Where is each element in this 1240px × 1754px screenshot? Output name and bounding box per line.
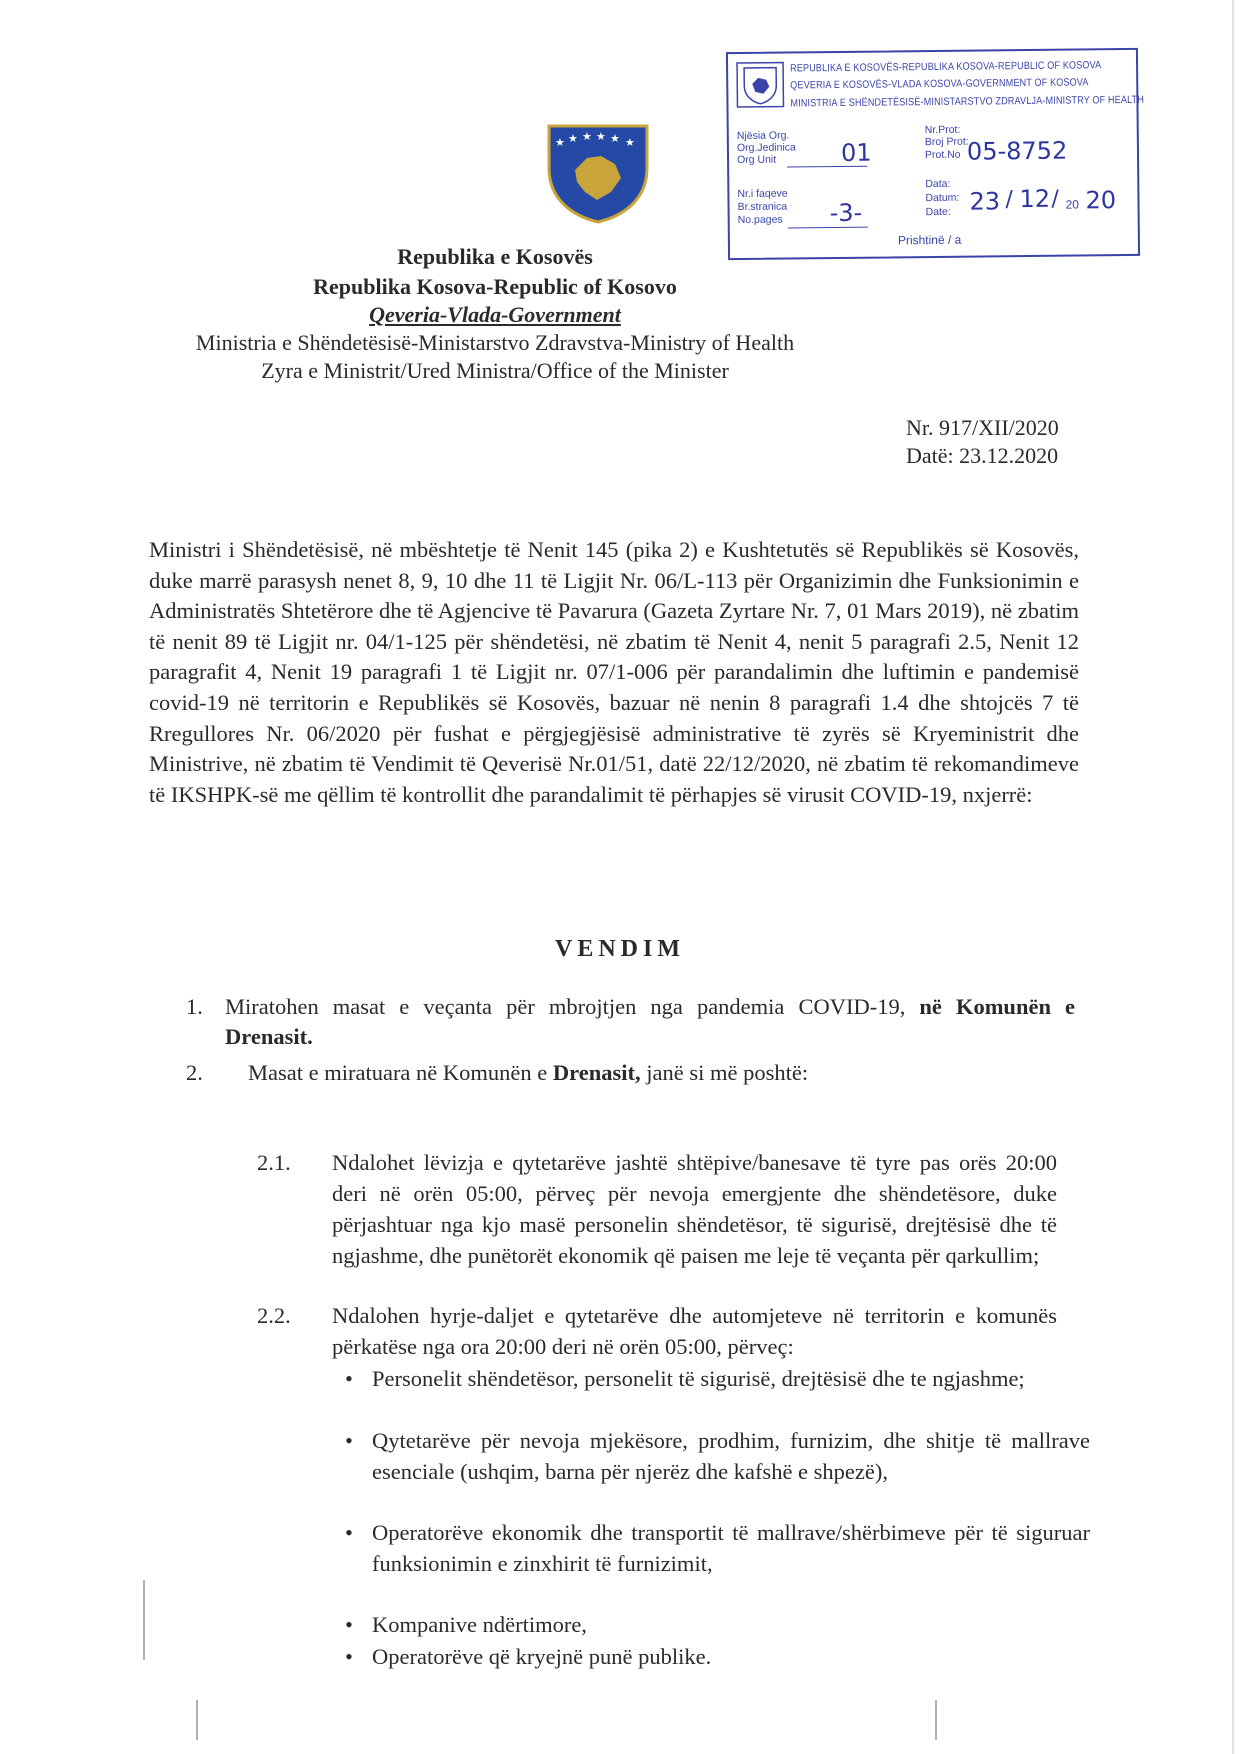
bullet-text: Operatorëve ekonomik dhe transportit të mallrave/shërbimeve për të siguruar funksionimin e zinxhirit të furnizimit, bbox=[372, 1520, 1090, 1576]
stamp-org-label: Njësia Org. bbox=[736, 129, 790, 143]
stamp-date-year-suffix: 20 bbox=[1085, 186, 1117, 215]
svg-text:★: ★ bbox=[582, 130, 592, 143]
stamp-header-line: REPUBLIKA E KOSOVËS-REPUBLIKA KOSOVA-REPUBLIC OF KOSOVA bbox=[790, 59, 1102, 75]
stamp-date-day: 23 bbox=[969, 187, 1001, 216]
exception-bullet bbox=[345, 1364, 1090, 1395]
stamp-pages-label: No.pages bbox=[737, 213, 783, 227]
legal-basis-paragraph: Ministri i Shëndetësisë, në mbështetje të Nenit 145 (pika 2) e Kushtetutës së Republikës së Kosovës, duke marrë parasysh nenet 8, 9, 10 dhe 11 të Ligjit Nr. 06/L-113 për Organizimin dhe Funksionimin e Administratës Shtetërore dhe të Agjencive të Pavarura (Gazeta Zyrtare Nr. 7, 01 Mars 2019), në zbatim të nenit 89 të Ligjit nr. 04/1-125 për shëndetësi, në zbatim të Nenit 4, nenit 5 paragrafi 2.5, Nenit 12 paragrafit 4, Nenit 19 paragrafi 1 të Ligjit nr. 07/1-006 për parandalimin dhe luftimin e pandemisë covid-19 në territorin e Republikës së Kosovës, bazuar në nenin 8 paragrafi 1.4 dhe shtojcës 7 të Rregullores Nr. 06/2020 për fushat e përgjegjësisë administrative të zyrës së Kryeministrit dhe Ministrive, në zbatim të Vendimit të Qeverisë Nr.01/51, datë 22/12/2020, në zbatim të rekomandimeve të IKSHPK-së me qëllim të kontrollit dhe parandalimit të përhapjes së virusit COVID-19, nxjerrë: bbox=[149, 537, 1079, 807]
header-ministry: Ministria e Shëndetësisë-Ministarstvo Zdravstva-Ministry of Health bbox=[195, 330, 795, 355]
stamp-place: Prishtinë / a bbox=[897, 232, 962, 248]
bullet-icon: • bbox=[345, 1366, 353, 1391]
item-text bbox=[248, 1058, 1068, 1088]
stamp-underline bbox=[788, 227, 868, 229]
item-text-bold: në Komunën e Drenasit. bbox=[225, 994, 1076, 1049]
stamp-prot-label: Broj Prot: bbox=[924, 135, 969, 149]
header-office: Zyra e Ministrit/Ured Ministra/Office of the Minister bbox=[261, 358, 729, 383]
stamp-date-month: 12 bbox=[1019, 184, 1051, 214]
decision-title: VENDIM bbox=[555, 936, 685, 962]
stamp-seal-icon bbox=[736, 62, 784, 109]
stamp-date-label: Date: bbox=[925, 205, 951, 219]
bullet-icon: • bbox=[345, 1644, 353, 1669]
stamp-date-label: Data: bbox=[925, 177, 951, 191]
exception-bullet bbox=[345, 1426, 1090, 1487]
header-republic: Republika e Kosovës bbox=[397, 244, 593, 269]
bullet-text: Operatorëve që kryejnë punë publike. bbox=[372, 1644, 712, 1669]
exception-bullet bbox=[345, 1518, 1090, 1579]
stamp-date-label: Datum: bbox=[925, 191, 960, 205]
bullet-icon: • bbox=[345, 1520, 353, 1545]
bullet-text: Personelit shëndetësor, personelit të sigurisë, drejtësisë dhe te ngjashme; bbox=[372, 1366, 1025, 1391]
sub-item-text: Ndalohet lëvizja e qytetarëve jashtë shtëpive/banesave të tyre pas orës 20:00 deri në orën 05:00, përveç për nevoja emergjente dhe shëndetësore, duke përjashtuar nga kjo masë personelin shëndetësor, të sigurisë, drejtësisë dhe të ngjashme, dhe punëtorët ekonomik që paisen me leje të veçanta për qarkullim; bbox=[332, 1150, 1057, 1268]
scan-artifact bbox=[196, 1700, 198, 1740]
header-government: Qeveria-Vlada-Government bbox=[369, 302, 621, 327]
header-republic-multilingual: Republika Kosova-Republic of Kosovo bbox=[313, 274, 677, 299]
item-text-regular: Masat e miratuara në Komunën e bbox=[248, 1060, 548, 1085]
stamp-pages-label: Nr.i faqeve bbox=[737, 187, 788, 201]
item-text-bold: Drenasit, bbox=[552, 1060, 641, 1085]
stamp-pages-label: Br.stranica bbox=[737, 200, 788, 214]
svg-text:★: ★ bbox=[610, 132, 620, 145]
stamp-org-label: Org.Jedinica bbox=[736, 141, 796, 155]
exception-bullet bbox=[345, 1642, 1090, 1673]
registry-stamp bbox=[726, 48, 1145, 260]
bullet-icon: • bbox=[345, 1428, 353, 1453]
item-number: 2. bbox=[186, 1060, 203, 1085]
stamp-prot-label: Prot.No bbox=[924, 148, 961, 162]
stamp-header-line: QEVERIA E KOSOVËS-VLADA KOSOVA-GOVERNMENT OF KOSOVA bbox=[790, 76, 1089, 92]
svg-text:★: ★ bbox=[625, 136, 635, 149]
kosovo-coat-of-arms-icon bbox=[545, 122, 651, 224]
sub-item-number: 2.1. bbox=[257, 1150, 291, 1175]
reference-number: Nr. 917/XII/2020 bbox=[906, 415, 1059, 440]
svg-text:★: ★ bbox=[555, 136, 565, 149]
stamp-prot-label: Nr.Prot: bbox=[924, 123, 961, 137]
scan-artifact bbox=[143, 1580, 145, 1660]
bullet-text: Kompanive ndërtimore, bbox=[372, 1612, 587, 1637]
svg-text:★: ★ bbox=[596, 130, 606, 143]
bullet-text: Qytetarëve për nevoja mjekësore, prodhim, furnizim, dhe shitje të mallrave esenciale (ushqim, barna për njerëz dhe kafshë e shpezë), bbox=[372, 1428, 1090, 1484]
stamp-date-year-prefix: 20 bbox=[1065, 197, 1079, 212]
item-text bbox=[225, 992, 1075, 1052]
bullet-icon: • bbox=[345, 1612, 353, 1637]
sub-item-text: Ndalohen hyrje-daljet e qytetarëve dhe automjeteve në territorin e komunës përkatëse nga ora 20:00 deri në orën 05:00, përveç: bbox=[332, 1303, 1057, 1359]
item-number: 1. bbox=[186, 994, 203, 1019]
stamp-org-value: 01 bbox=[840, 138, 872, 167]
reference-date: Datë: 23.12.2020 bbox=[906, 443, 1059, 468]
scan-edge bbox=[1232, 0, 1234, 1754]
scan-artifact bbox=[935, 1700, 937, 1740]
stamp-prot-value: 05-8752 bbox=[966, 136, 1068, 166]
exception-bullet bbox=[345, 1610, 1090, 1641]
stamp-org-label: Org Unit bbox=[736, 153, 777, 167]
svg-text:★: ★ bbox=[568, 132, 578, 145]
stamp-pages-value: -3- bbox=[829, 198, 863, 228]
sub-item-number: 2.2. bbox=[257, 1303, 291, 1328]
stamp-date-slash: / bbox=[1051, 186, 1060, 212]
item-text-regular: Miratohen masat e veçanta për mbrojtjen nga pandemia COVID-19, bbox=[225, 994, 906, 1019]
stamp-date-slash: / bbox=[1005, 187, 1014, 213]
item-text-regular: janë si më poshtë: bbox=[646, 1060, 809, 1085]
stamp-header-line: MINISTRIA E SHËNDETËSISË-MINISTARSTVO ZDRAVLJA-MINISTRY OF HEALTH bbox=[790, 93, 1145, 110]
